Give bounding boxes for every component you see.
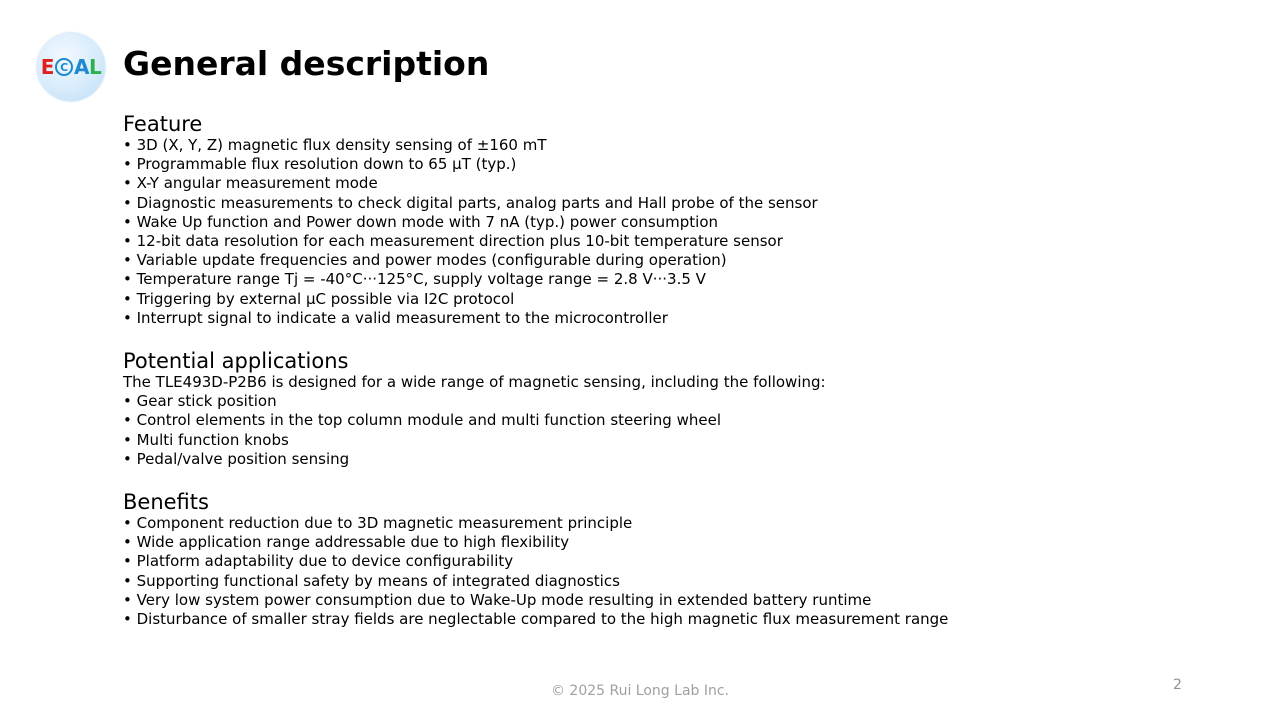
list-item: • Very low system power consumption due to Wake-Up mode resulting in extended battery runtime — [123, 590, 872, 609]
list-item: • X-Y angular measurement mode — [123, 174, 378, 193]
list-item: • 12-bit data resolution for each measurement direction plus 10-bit temperature sensor — [123, 232, 783, 251]
list-item: • Variable update frequencies and power modes (configurable during operation) — [123, 251, 727, 270]
list-item: • Disturbance of smaller stray fields are neglectable compared to the high magnetic flux measurement range — [123, 610, 949, 629]
copyright-footer: © 2025 Rui Long Lab Inc. — [550, 683, 730, 699]
list-item: • Platform adaptability due to device configurability — [123, 552, 514, 571]
list-item: The TLE493D-P2B6 is designed for a wide range of magnetic sensing, including the following: — [123, 373, 826, 391]
list-item: • Triggering by external µC possible via I2C protocol — [123, 289, 515, 308]
list-item: • Pedal/valve position sensing — [123, 449, 350, 468]
list-item: • Wake Up function and Power down mode with 7 nA (typ.) power consumption — [123, 212, 719, 231]
list-item: • Diagnostic measurements to check digital parts, analog parts and Hall probe of the sensor — [123, 193, 818, 212]
page-title: General description — [123, 44, 490, 83]
logo-letter-c: C — [55, 58, 73, 76]
page-number: 2 — [1173, 677, 1182, 693]
list-item: • Component reduction due to 3D magnetic measurement principle — [123, 514, 633, 532]
benefits-list — [123, 514, 948, 629]
ecal-logo — [37, 33, 105, 101]
logo-letter-e: E — [40, 55, 54, 79]
applications-list — [123, 373, 826, 469]
list-item: • Control elements in the top column module and multi function steering wheel — [123, 411, 722, 430]
logo-letter-a: A — [73, 55, 89, 79]
list-item: • Programmable flux resolution down to 65 μT (typ.) — [123, 155, 517, 174]
list-item: • Interrupt signal to indicate a valid measurement to the microcontroller — [123, 308, 668, 327]
list-item: • Supporting functional safety by means of integrated diagnostics — [123, 571, 620, 590]
applications-heading: Potential applications — [123, 349, 349, 373]
logo-letter-l: L — [88, 55, 102, 79]
benefits-heading: Benefits — [123, 490, 209, 514]
list-item: • Multi function knobs — [123, 430, 289, 449]
list-item: • Wide application range addressable due to high flexibility — [123, 533, 570, 552]
feature-list — [123, 136, 818, 328]
list-item: • Gear stick position — [123, 392, 277, 411]
feature-heading: Feature — [123, 112, 203, 136]
list-item: • Temperature range Tj = -40°C···125°C, supply voltage range = 2.8 V···3.5 V — [123, 270, 706, 289]
list-item: • 3D (X, Y, Z) magnetic flux density sensing of ±160 mT — [123, 136, 547, 154]
